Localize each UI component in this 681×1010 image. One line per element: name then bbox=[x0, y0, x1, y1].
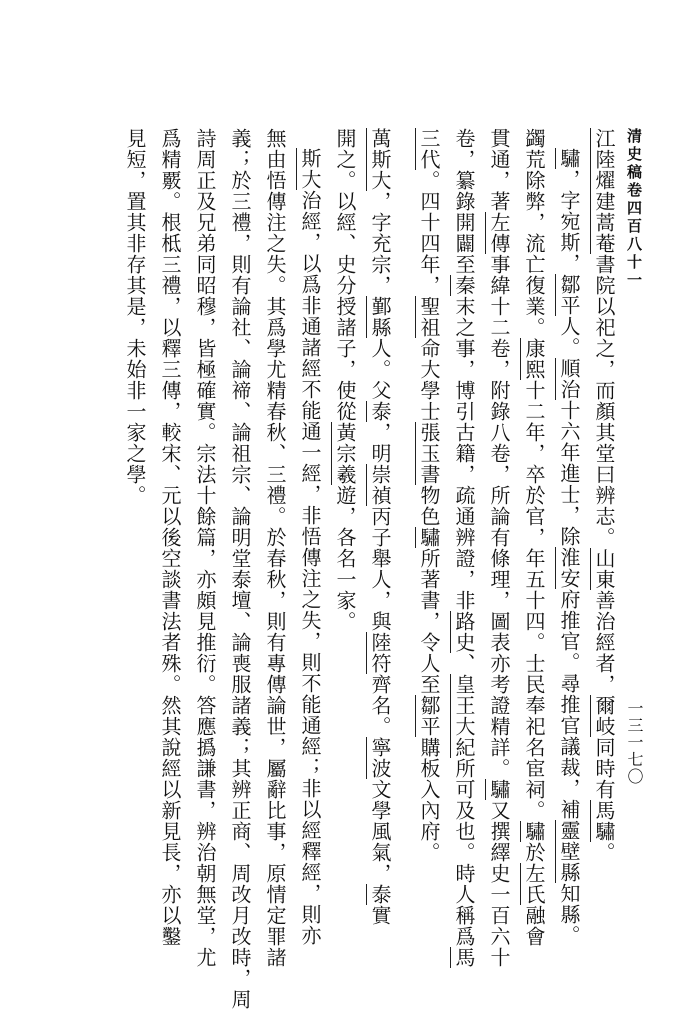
proper-name: 山東 bbox=[592, 548, 616, 590]
text-segment: 人。 bbox=[557, 316, 581, 358]
text-segment: 無由悟傳注之失。其爲學尤精春秋、三禮。於春秋，則有專傳論世，屬辭比事，原情定罪諸 bbox=[263, 128, 287, 968]
text-segment: 蠲荒除弊，流亡復業。 bbox=[522, 128, 546, 338]
text-column bbox=[586, 128, 621, 888]
proper-name: 聖祖 bbox=[417, 296, 441, 338]
text-segment: 治經，以爲非通諸經不能通一經，非悟傳注之失，則不能通經；非以經釋經，則亦 bbox=[298, 190, 322, 946]
proper-name: 順治 bbox=[557, 358, 581, 400]
page-number: 一三一七〇 bbox=[625, 700, 644, 785]
proper-name: 三代 bbox=[417, 128, 441, 170]
text-segment: 所可及也。時人稱爲 bbox=[452, 758, 476, 947]
text-segment: 末之事，博引古籍，疏通辨證，非 bbox=[452, 296, 476, 611]
paragraph-gap bbox=[397, 128, 411, 129]
text-segment: 購板入內府。 bbox=[417, 737, 441, 863]
text-segment: 齊名。 bbox=[368, 674, 392, 737]
text-segment: 人。父 bbox=[368, 338, 392, 401]
proper-name: 秦 bbox=[452, 275, 476, 296]
proper-name: 鄒平 bbox=[557, 274, 581, 316]
text-segment: ，字宛斯， bbox=[557, 169, 581, 274]
text-segment: 實 bbox=[368, 905, 392, 926]
proper-name: 鄒平 bbox=[417, 695, 441, 737]
text-segment: 開之。以經、史分授諸子，使從 bbox=[333, 128, 357, 422]
text-column bbox=[411, 128, 446, 888]
text-segment: 。四十四年， bbox=[417, 170, 441, 296]
text-segment: 於 bbox=[522, 842, 546, 863]
text-segment: 善治經者， bbox=[592, 590, 616, 695]
text-column bbox=[222, 128, 257, 1010]
proper-name: 蒿菴 bbox=[592, 212, 616, 254]
text-segment: 見短，置其非存其是，未始非一家之學。 bbox=[123, 128, 147, 506]
text-segment: 丙子舉人，與 bbox=[368, 506, 392, 632]
proper-name: 左氏 bbox=[522, 863, 546, 905]
text-segment: 府推官。尋推官議裁，補 bbox=[557, 589, 581, 820]
proper-name: 驌 bbox=[417, 527, 441, 548]
text-segment: 同時有 bbox=[592, 737, 616, 800]
text-column bbox=[516, 128, 551, 947]
proper-name: 驌 bbox=[487, 779, 511, 800]
proper-name: 路史 bbox=[452, 611, 476, 653]
text-segment: 詩周正及兄弟同昭穆，皆極確實。宗法十餘篇，亦頗見推衍。答應撝謙書，辨治朝無堂，尤 bbox=[193, 128, 217, 968]
text-segment: 融會 bbox=[522, 905, 546, 947]
proper-name: 泰 bbox=[368, 884, 392, 905]
text-segment: 爲精覈。根柢三禮，以釋三傳，較宋、元以後空談書法者殊。然其說經以新見長，亦以鑿 bbox=[158, 128, 182, 947]
proper-name: 淮安 bbox=[557, 547, 581, 589]
proper-name: 斯大 bbox=[298, 148, 322, 190]
text-segment: 。 bbox=[592, 842, 616, 863]
text-segment: 貫通，著 bbox=[487, 128, 511, 212]
proper-name: 皇王大紀 bbox=[452, 674, 476, 758]
text-segment: ，明 bbox=[368, 422, 392, 464]
text-segment: 命大學士 bbox=[417, 338, 441, 422]
proper-name: 張玉書 bbox=[417, 422, 441, 485]
proper-name: 崇禎 bbox=[368, 464, 392, 506]
text-segment: 文學風氣， bbox=[368, 779, 392, 884]
text-segment: 物色 bbox=[417, 485, 441, 527]
proper-name: 鄞縣 bbox=[368, 296, 392, 338]
main-text bbox=[121, 128, 621, 1010]
proper-name: 左傳 bbox=[487, 212, 511, 254]
proper-name: 康熙 bbox=[522, 338, 546, 380]
text-segment: ，字充宗， bbox=[368, 191, 392, 296]
text-segment: 義；於三禮，則有論社、論禘、論祖宗、論明堂泰壇、論喪服諸義；其辨正商、周改月改時，周 bbox=[228, 128, 252, 1010]
text-segment: 遊，各名一家。 bbox=[333, 485, 357, 632]
text-column bbox=[292, 128, 327, 946]
text-column bbox=[152, 128, 187, 947]
text-segment: 又撰繹史一百六十 bbox=[487, 800, 511, 968]
text-segment: 卷，纂錄開闢至 bbox=[452, 128, 476, 275]
text-segment: 十二年，卒於官，年五十四。士民奉祀名宦祠。 bbox=[522, 380, 546, 821]
text-segment: 所著書，令人至 bbox=[417, 548, 441, 695]
proper-name: 馬驌 bbox=[592, 800, 616, 842]
text-segment: 知縣。 bbox=[557, 883, 581, 946]
proper-name: 靈壁縣 bbox=[557, 820, 581, 883]
text-segment: 事緯十二卷，附錄八卷，所論有條理，圖表亦考證精詳。 bbox=[487, 254, 511, 779]
text-column bbox=[117, 128, 152, 888]
text-column bbox=[187, 128, 222, 968]
proper-name: 驌 bbox=[557, 148, 581, 169]
proper-name: 馬 bbox=[452, 947, 476, 968]
text-column bbox=[481, 128, 516, 968]
proper-name: 萬斯大 bbox=[368, 128, 392, 191]
proper-name: 陸符 bbox=[368, 632, 392, 674]
proper-name: 江陸燿建 bbox=[592, 128, 616, 212]
proper-name: 爾岐 bbox=[592, 695, 616, 737]
text-column bbox=[446, 128, 481, 968]
text-segment: 十六年進士，除 bbox=[557, 400, 581, 547]
proper-name: 黃宗羲 bbox=[333, 422, 357, 485]
text-column bbox=[257, 128, 292, 968]
running-head: 清史稿卷四百八十一 bbox=[625, 128, 643, 290]
text-column bbox=[551, 128, 586, 946]
proper-name: 泰 bbox=[368, 401, 392, 422]
text-segment: 、 bbox=[452, 653, 476, 674]
text-column bbox=[362, 128, 397, 926]
text-segment: 書院以祀之，而顏其堂曰辨志。 bbox=[592, 254, 616, 548]
proper-name: 驌 bbox=[522, 821, 546, 842]
proper-name: 寧波 bbox=[368, 737, 392, 779]
text-column bbox=[327, 128, 362, 888]
